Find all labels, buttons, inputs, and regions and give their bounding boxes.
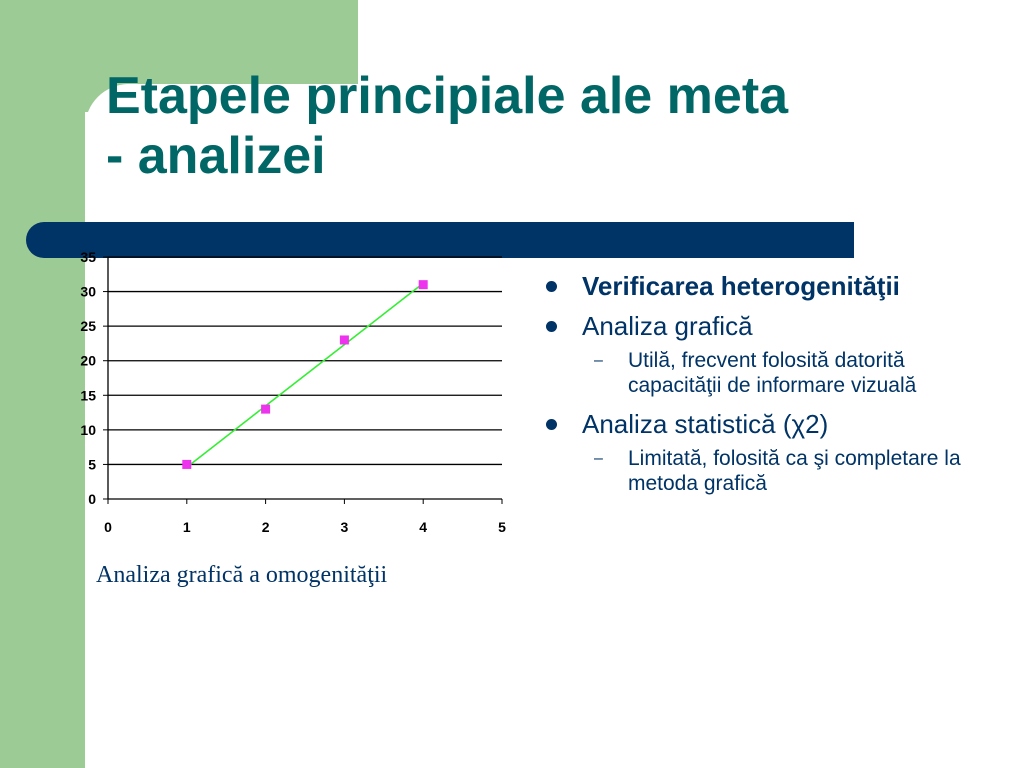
sub-bullet-text: Limitată, folosită ca şi completare la metoda grafică xyxy=(628,447,961,495)
x-tick-label: 4 xyxy=(419,519,428,535)
sub-bullet-item xyxy=(546,348,986,398)
data-point xyxy=(182,460,191,469)
y-tick-label: 0 xyxy=(88,491,96,507)
trendline xyxy=(187,283,423,467)
y-tick-label: 35 xyxy=(80,249,96,265)
y-tick-label: 30 xyxy=(80,283,96,300)
bullet-text: Verificarea heterogenităţii xyxy=(582,271,900,301)
x-tick-label: 5 xyxy=(498,519,506,535)
slide-title xyxy=(106,66,986,186)
bullet-item xyxy=(546,310,986,342)
x-tick-label: 1 xyxy=(182,519,191,535)
x-tick-label: 2 xyxy=(261,519,270,535)
slide-title-line-1: Etapele principiale ale meta xyxy=(106,67,789,125)
bullet-dot-icon xyxy=(546,419,557,430)
y-tick-label: 25 xyxy=(80,318,96,335)
bullet-list xyxy=(546,270,986,506)
bullet-text: Analiza statistică (χ2) xyxy=(582,409,829,439)
chart-axes xyxy=(103,257,502,504)
chart-trendline xyxy=(187,283,423,467)
homogeneity-chart xyxy=(66,245,518,545)
y-tick-label: 10 xyxy=(80,421,96,438)
x-tick-label: 0 xyxy=(104,519,112,535)
chart-grid xyxy=(108,257,502,464)
data-point xyxy=(261,405,270,414)
y-tick-label: 15 xyxy=(80,387,96,404)
sub-bullet-text: Utilă, frecvent folosită datorită capacităţii de informare vizuală xyxy=(628,349,917,397)
bullet-dot-icon xyxy=(546,321,557,332)
y-tick-label: 5 xyxy=(88,456,96,473)
bullet-item xyxy=(546,270,986,302)
dash-icon: – xyxy=(594,450,603,467)
x-tick-label: 3 xyxy=(340,519,349,535)
y-tick-label: 20 xyxy=(80,352,96,369)
sub-bullet-item xyxy=(546,446,986,496)
bullet-dot-icon xyxy=(546,281,557,292)
data-point xyxy=(419,280,428,289)
slide-title-line-2: - analizei xyxy=(106,127,326,185)
bullet-item xyxy=(546,408,986,440)
dash-icon: – xyxy=(594,352,603,369)
data-point xyxy=(340,335,349,344)
chart-caption: Analiza grafică a omogenităţii xyxy=(96,562,388,588)
bullet-text: Analiza grafică xyxy=(582,311,753,341)
